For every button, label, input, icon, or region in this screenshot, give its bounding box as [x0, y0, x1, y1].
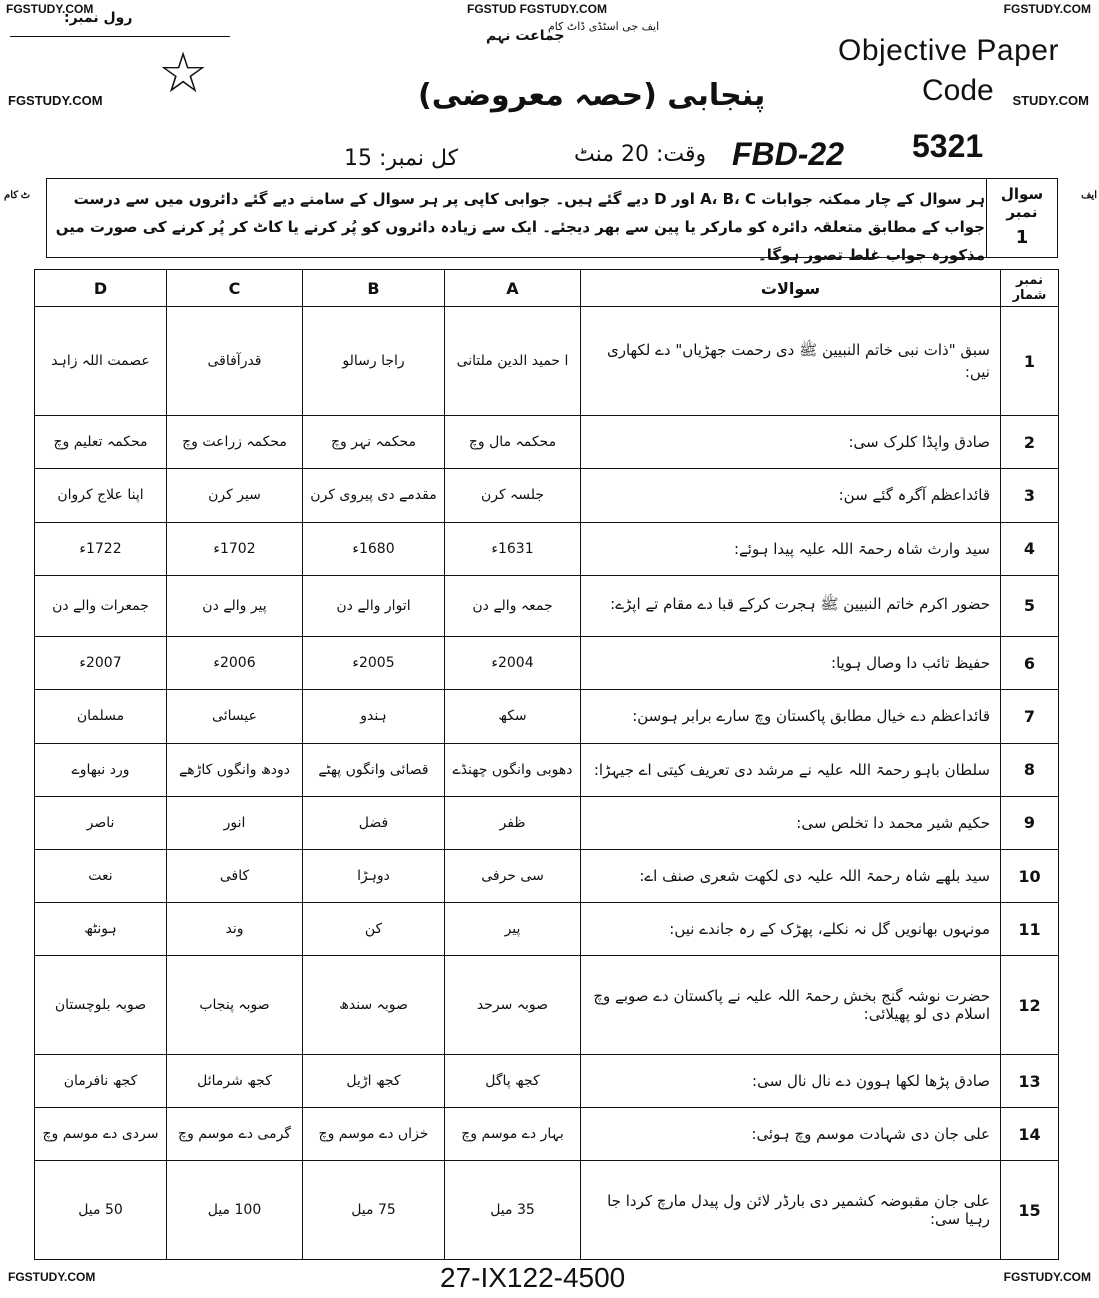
- question-number: 4: [1001, 522, 1059, 575]
- total-marks: کل نمبر: 15: [344, 146, 459, 171]
- top-left-watermark: FGSTUDY.COM: [6, 2, 94, 16]
- question-text: سلطان باہو رحمۃ اللہ علیہ نے مرشد دی تعریف کیتی اے جیہڑا:: [581, 743, 1001, 796]
- roll-number-label: رول نمبر:: [64, 10, 133, 26]
- option-d: 50 میل: [35, 1161, 167, 1260]
- table-header-row: [35, 270, 1059, 307]
- class-label: جماعت نہم: [486, 28, 565, 44]
- option-a: ظفر: [445, 796, 581, 849]
- option-a: سی حرفی: [445, 850, 581, 903]
- option-a: صوبہ سرحد: [445, 956, 581, 1054]
- question-text: قائداعظم دے خیال مطابق پاکستان وچ سارے برابر ہوسن:: [581, 690, 1001, 743]
- star-icon: ☆: [158, 41, 209, 106]
- question-text: سید بلھے شاہ رحمۃ اللہ علیہ دی لکھت شعری صنف اے:: [581, 850, 1001, 903]
- question-number: 11: [1001, 903, 1059, 956]
- paper-code-number: 5321: [912, 128, 984, 164]
- option-a: بہار دے موسم وچ: [445, 1108, 581, 1161]
- option-a: پیر: [445, 903, 581, 956]
- top-center-watermark: FGSTUD FGSTUDY.COM: [467, 2, 607, 16]
- option-a: 35 میل: [445, 1161, 581, 1260]
- header-option-b: B: [303, 270, 445, 307]
- table-row: [35, 1054, 1059, 1107]
- question-text: قائداعظم آگرہ گئے سن:: [581, 469, 1001, 522]
- roll-number-line: [10, 36, 230, 37]
- option-a: جلسہ کرن: [445, 469, 581, 522]
- option-c: پیر والے دن: [167, 575, 303, 636]
- option-b: خزاں دے موسم وچ: [303, 1108, 445, 1161]
- table-row: [35, 416, 1059, 469]
- table-row: [35, 903, 1059, 956]
- table-row: [35, 307, 1059, 416]
- option-b: محکمہ نہر وچ: [303, 416, 445, 469]
- side-watermark-right: ایف: [1081, 190, 1097, 201]
- instruction-text: ہر سوال کے چار ممکنہ جوابات A، B، C اور D دیے گئے ہیں۔ جوابی کاپی پر ہر سوال کے سامنے دیے گئے دائروں میں سے درست جواب کے مطابق متعلقہ دائرہ کو مارکر یا پین سے بھر دیجئے۔ ایک سے زیادہ دائروں کو پُر کرنے یا کاٹ کر پُر کرنے کی صورت میں مذکورہ جواب غلط تصور ہوگا۔: [55, 190, 985, 264]
- question-number: 2: [1001, 416, 1059, 469]
- table-row: [35, 743, 1059, 796]
- option-b: ہندو: [303, 690, 445, 743]
- option-a: ا حمید الدین ملتانی: [445, 307, 581, 416]
- question-text: علی جان دی شہادت موسم وچ ہوئی:: [581, 1108, 1001, 1161]
- option-d: سردی دے موسم وچ: [35, 1108, 167, 1161]
- question-text: صادق واپڈا کلرک سی:: [581, 416, 1001, 469]
- table-row: [35, 637, 1059, 690]
- table-row: [35, 850, 1059, 903]
- option-c: محکمہ زراعت وچ: [167, 416, 303, 469]
- option-c: گرمی دے موسم وچ: [167, 1108, 303, 1161]
- option-d: جمعرات والے دن: [35, 575, 167, 636]
- option-d: محکمہ تعلیم وچ: [35, 416, 167, 469]
- option-d: مسلمان: [35, 690, 167, 743]
- question-number: 10: [1001, 850, 1059, 903]
- header-serial-number: نمبر شمار: [1001, 270, 1059, 307]
- question-text: حضور اکرم خاتم النبیین ﷺ ہجرت کرکے قبا دے مقام تے اپڑے:: [581, 575, 1001, 636]
- option-b: مقدمے دی پیروی کرن: [303, 469, 445, 522]
- option-a: محکمہ مال وچ: [445, 416, 581, 469]
- option-d: کجھ نافرمان: [35, 1054, 167, 1107]
- question-text: علی جان مقبوضہ کشمیر دی بارڈر لائن ول پیدل مارچ کردا جا رہیا سی:: [581, 1161, 1001, 1260]
- header-questions: سوالات: [581, 270, 1001, 307]
- table-row: [35, 1108, 1059, 1161]
- question-number: 3: [1001, 469, 1059, 522]
- question-number: 7: [1001, 690, 1059, 743]
- question-text: مونہوں بھانویں گل نہ نکلے، پھڑک کے رہ جاندے نیں:: [581, 903, 1001, 956]
- question-number: 14: [1001, 1108, 1059, 1161]
- header-option-a: A: [445, 270, 581, 307]
- option-b: قصائی وانگوں پھٹے: [303, 743, 445, 796]
- instruction-box: [46, 178, 1058, 264]
- question-number: 5: [1001, 575, 1059, 636]
- option-b: اتوار والے دن: [303, 575, 445, 636]
- option-d: نعت: [35, 850, 167, 903]
- table-row: [35, 956, 1059, 1054]
- option-b: 1680ء: [303, 522, 445, 575]
- table-row: [35, 522, 1059, 575]
- option-a: 1631ء: [445, 522, 581, 575]
- option-b: صوبہ سندھ: [303, 956, 445, 1054]
- option-c: سیر کرن: [167, 469, 303, 522]
- option-d: ورد نبھاوے: [35, 743, 167, 796]
- option-c: وند: [167, 903, 303, 956]
- time-allowed: وقت: 20 منٹ: [574, 142, 707, 167]
- option-a: 2004ء: [445, 637, 581, 690]
- table-row: [35, 469, 1059, 522]
- exam-code: 27-IX122-4500: [440, 1262, 626, 1293]
- option-c: کجھ شرمائل: [167, 1054, 303, 1107]
- board-code: FBD-22: [732, 136, 845, 172]
- question-number-label: سوال نمبر: [1000, 185, 1044, 221]
- side-watermark-left: ٹ کام: [4, 190, 31, 201]
- question-text: صادق پڑھا لکھا ہوون دے نال نال سی:: [581, 1054, 1001, 1107]
- top-right-watermark: FGSTUDY.COM: [1003, 2, 1091, 16]
- option-c: عیسائی: [167, 690, 303, 743]
- option-b: 2005ء: [303, 637, 445, 690]
- code-watermark: STUDY.COM: [1012, 93, 1089, 108]
- table-row: [35, 690, 1059, 743]
- question-text: حکیم شیر محمد دا تخلص سی:: [581, 796, 1001, 849]
- option-d: صوبہ بلوچستان: [35, 956, 167, 1054]
- option-c: کافی: [167, 850, 303, 903]
- option-a: دھوبی وانگوں چھنڈے: [445, 743, 581, 796]
- option-b: فضل: [303, 796, 445, 849]
- question-number-value: 1: [1015, 227, 1029, 248]
- objective-paper-title: Objective Paper: [838, 34, 1059, 67]
- question-number: 9: [1001, 796, 1059, 849]
- question-text: حفیظ تائب دا وصال ہویا:: [581, 637, 1001, 690]
- option-b: کن: [303, 903, 445, 956]
- option-c: 1702ء: [167, 522, 303, 575]
- option-a: کجھ پاگل: [445, 1054, 581, 1107]
- table-row: [35, 796, 1059, 849]
- option-b: 75 میل: [303, 1161, 445, 1260]
- option-a: جمعہ والے دن: [445, 575, 581, 636]
- option-b: کجھ اڑیل: [303, 1054, 445, 1107]
- option-b: دوہڑا: [303, 850, 445, 903]
- option-d: ناصر: [35, 796, 167, 849]
- code-label: Code: [922, 74, 994, 107]
- header-option-d: D: [35, 270, 167, 307]
- option-d: ہونٹھ: [35, 903, 167, 956]
- option-d: عصمت اللہ زاہد: [35, 307, 167, 416]
- question-number: 13: [1001, 1054, 1059, 1107]
- question-text: سبق "ذات نبی خاتم النبیین ﷺ دی رحمت جھڑیاں" دے لکھاری نیں:: [581, 307, 1001, 416]
- option-c: صوبہ پنجاب: [167, 956, 303, 1054]
- question-number: 15: [1001, 1161, 1059, 1260]
- option-c: 100 میل: [167, 1161, 303, 1260]
- question-text: سید وارث شاہ رحمۃ اللہ علیہ پیدا ہوئے:: [581, 522, 1001, 575]
- urdu-site-watermark: ایف جی اسٹڈی ڈاٹ کام: [548, 20, 660, 33]
- option-d: 1722ء: [35, 522, 167, 575]
- question-text: حضرت نوشہ گنج بخش رحمۃ اللہ علیہ نے پاکستان دے صوبے وچ اسلام دی لو پھیلائی:: [581, 956, 1001, 1054]
- subject-title: پنجابی (حصہ معروضی): [418, 78, 766, 113]
- option-c: انور: [167, 796, 303, 849]
- option-d: اپنا علاج کروان: [35, 469, 167, 522]
- bottom-left-watermark: FGSTUDY.COM: [8, 1270, 96, 1284]
- table-row: [35, 575, 1059, 636]
- table-row: [35, 1161, 1059, 1260]
- option-c: قدرآفاقی: [167, 307, 303, 416]
- question-number: 1: [1001, 307, 1059, 416]
- left-watermark: FGSTUDY.COM: [8, 93, 103, 108]
- bottom-right-watermark: FGSTUDY.COM: [1003, 1270, 1091, 1284]
- questions-table: [34, 269, 1059, 1260]
- option-c: دودھ وانگوں کاڑھے: [167, 743, 303, 796]
- option-a: سکھ: [445, 690, 581, 743]
- header-option-c: C: [167, 270, 303, 307]
- question-number: 6: [1001, 637, 1059, 690]
- question-number: 12: [1001, 956, 1059, 1054]
- question-number-box: [986, 179, 1057, 257]
- question-number: 8: [1001, 743, 1059, 796]
- option-c: 2006ء: [167, 637, 303, 690]
- option-b: راجا رسالو: [303, 307, 445, 416]
- option-d: 2007ء: [35, 637, 167, 690]
